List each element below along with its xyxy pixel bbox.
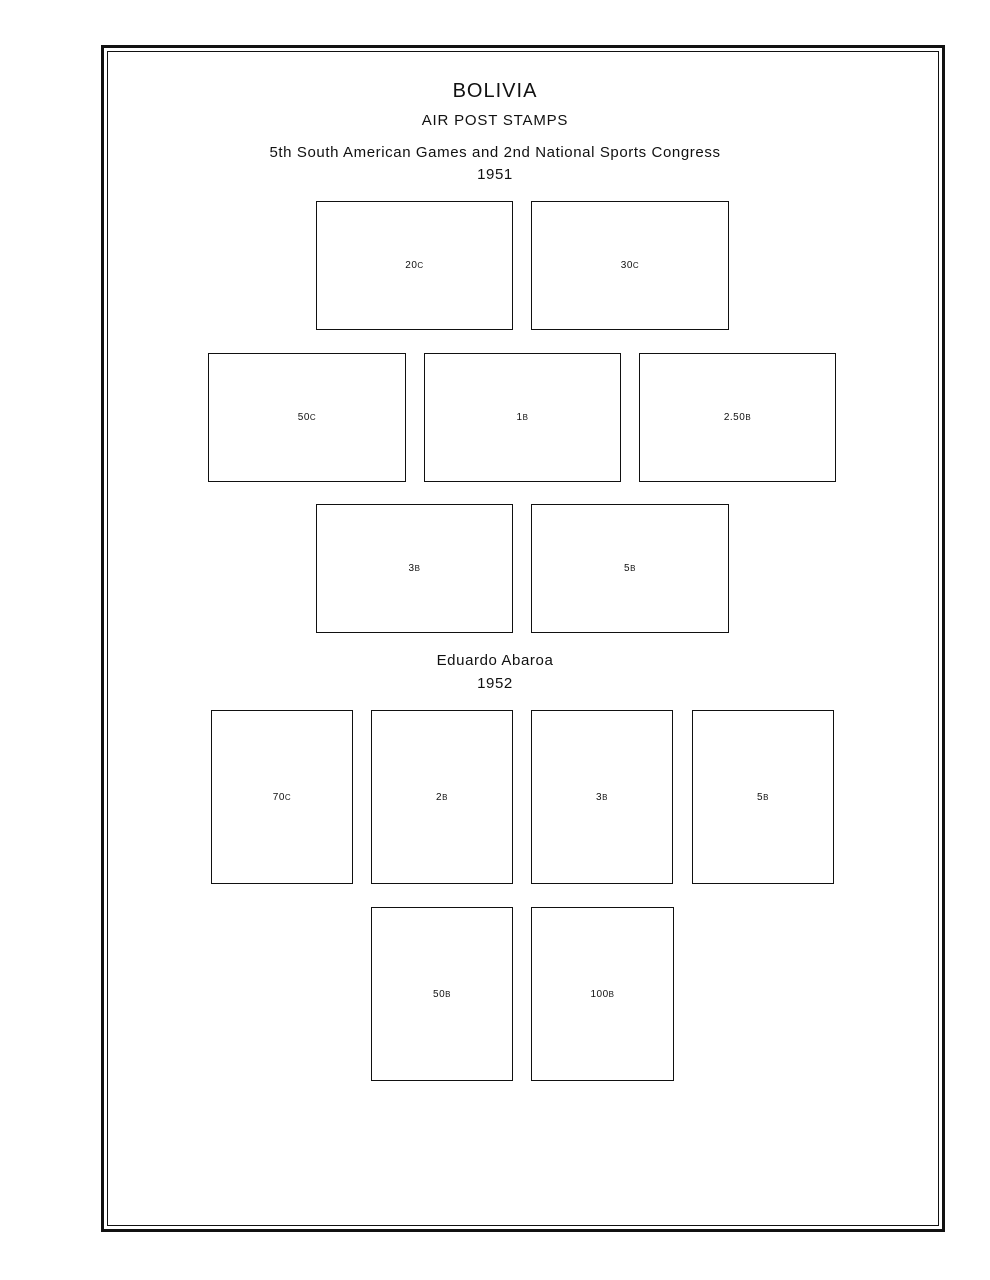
stamp-denomination: 2.50B bbox=[723, 412, 752, 423]
stamp-denomination: 100B bbox=[590, 988, 615, 1000]
stamp-box bbox=[424, 353, 621, 482]
stamp-box bbox=[208, 353, 406, 482]
stamp-denomination: 2B bbox=[436, 791, 448, 803]
stamp-denomination: 20C bbox=[405, 260, 424, 271]
stamp-denomination: 3B bbox=[596, 791, 608, 803]
stamp-box bbox=[371, 907, 513, 1081]
stamp-denomination: 1B bbox=[516, 412, 529, 423]
stamp-box bbox=[531, 201, 729, 330]
section-title: AIR POST STAMPS bbox=[421, 112, 569, 129]
stamp-box bbox=[639, 353, 836, 482]
issue-title: 5th South American Games and 2nd National Sports Congress bbox=[269, 144, 721, 161]
page-border-inner bbox=[107, 51, 939, 1226]
stamp-denomination: 5B bbox=[757, 791, 769, 803]
stamp-denomination: 70C bbox=[272, 791, 292, 803]
stamp-box bbox=[211, 710, 353, 884]
stamp-box bbox=[531, 907, 674, 1081]
stamp-box bbox=[531, 504, 729, 633]
stamp-box bbox=[316, 201, 513, 330]
stamp-box bbox=[316, 504, 513, 633]
issue-title: Eduardo Abaroa bbox=[436, 652, 554, 669]
issue-year: 1952 bbox=[477, 675, 513, 692]
stamp-denomination: 50C bbox=[297, 412, 317, 423]
stamp-denomination: 50B bbox=[433, 988, 451, 1000]
issue-year: 1951 bbox=[477, 166, 513, 183]
stamp-denomination: 5B bbox=[624, 563, 636, 574]
stamp-denomination: 30C bbox=[620, 260, 640, 271]
stamp-box bbox=[371, 710, 513, 884]
stamp-box bbox=[692, 710, 834, 884]
stamp-denomination: 3B bbox=[408, 563, 421, 574]
stamp-box bbox=[531, 710, 673, 884]
country-title: BOLIVIA bbox=[452, 80, 538, 102]
page-border-outer bbox=[101, 45, 945, 1232]
